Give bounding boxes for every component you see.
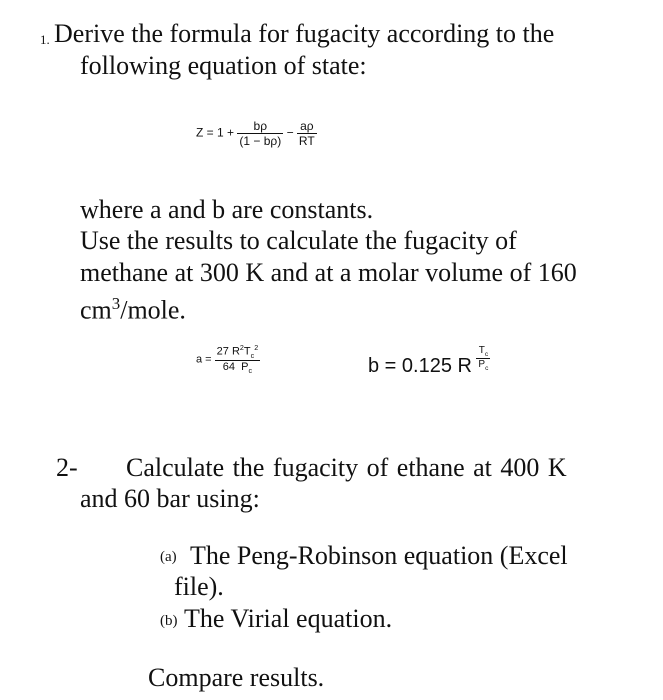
eos-lhs: Z = 1 + <box>196 125 235 140</box>
b-frac-num <box>476 345 490 359</box>
eos-frac1-den: (1 − bρ) <box>239 134 282 148</box>
b-num-T-sub: c <box>484 351 489 358</box>
b-num-T: T <box>478 345 485 356</box>
item-a-label: (a) <box>160 549 177 565</box>
a-num-T: T <box>243 345 251 358</box>
eos-minus: − <box>286 125 294 140</box>
a-den-P: P <box>241 360 249 373</box>
q1-use-line2: methane at 300 K and at a molar volume of 160 <box>80 258 577 287</box>
eos-frac2-den: RT <box>298 134 315 148</box>
a-den-64: 64 <box>222 360 236 373</box>
a-frac <box>215 344 261 375</box>
b-formula <box>368 345 490 378</box>
a-formula <box>196 344 260 375</box>
q2-number: 2- <box>56 453 78 482</box>
a-frac-den <box>215 361 261 375</box>
a-num-T-exp: 2 <box>254 344 259 352</box>
a-frac-num <box>215 344 261 361</box>
eos-frac2-num: aρ <box>297 119 317 134</box>
q1-where-line: where a and b are constants. <box>80 195 374 224</box>
item-b-label: (b) <box>160 613 178 629</box>
a-lhs: a = <box>196 353 212 366</box>
a-num-27R: 27 R <box>216 345 240 358</box>
cm-unit: cm <box>80 295 112 325</box>
compare-results: Compare results. <box>148 663 325 692</box>
a-den-P-sub: c <box>248 367 253 376</box>
cm-exponent: 3 <box>111 294 121 313</box>
q1-use-line1: Use the results to calculate the fugacity of <box>80 226 517 255</box>
q2-line2: and 60 bar using: <box>80 484 260 513</box>
eos-frac1 <box>237 119 283 148</box>
a-num-R-exp: 2 <box>239 344 244 352</box>
eos-equation <box>196 119 317 148</box>
eos-frac2 <box>297 119 317 148</box>
b-lhs: b = 0.125 R <box>368 355 472 377</box>
b-den-P: P <box>478 359 486 370</box>
b-frac-den <box>476 359 490 372</box>
item-a-line2: file). <box>174 572 224 601</box>
eos-frac1-num: bρ <box>237 119 283 134</box>
item-a-line1: The Peng-Robinson equation (Excel <box>190 541 568 570</box>
b-frac <box>476 345 490 372</box>
q1-title-line1: Derive the formula for fugacity according to the <box>54 19 555 48</box>
b-den-P-sub: c <box>485 365 489 372</box>
q1-title-line2: following equation of state: <box>80 51 367 80</box>
item-b-line1: The Virial equation. <box>184 604 393 633</box>
q2-line1: Calculate the fugacity of ethane at 400 K <box>126 453 567 482</box>
q1-number: 1. <box>40 32 50 47</box>
per-mole: /mole. <box>120 295 186 325</box>
a-num-T-sub: c <box>250 351 255 360</box>
q1-use-line3 <box>80 288 186 326</box>
